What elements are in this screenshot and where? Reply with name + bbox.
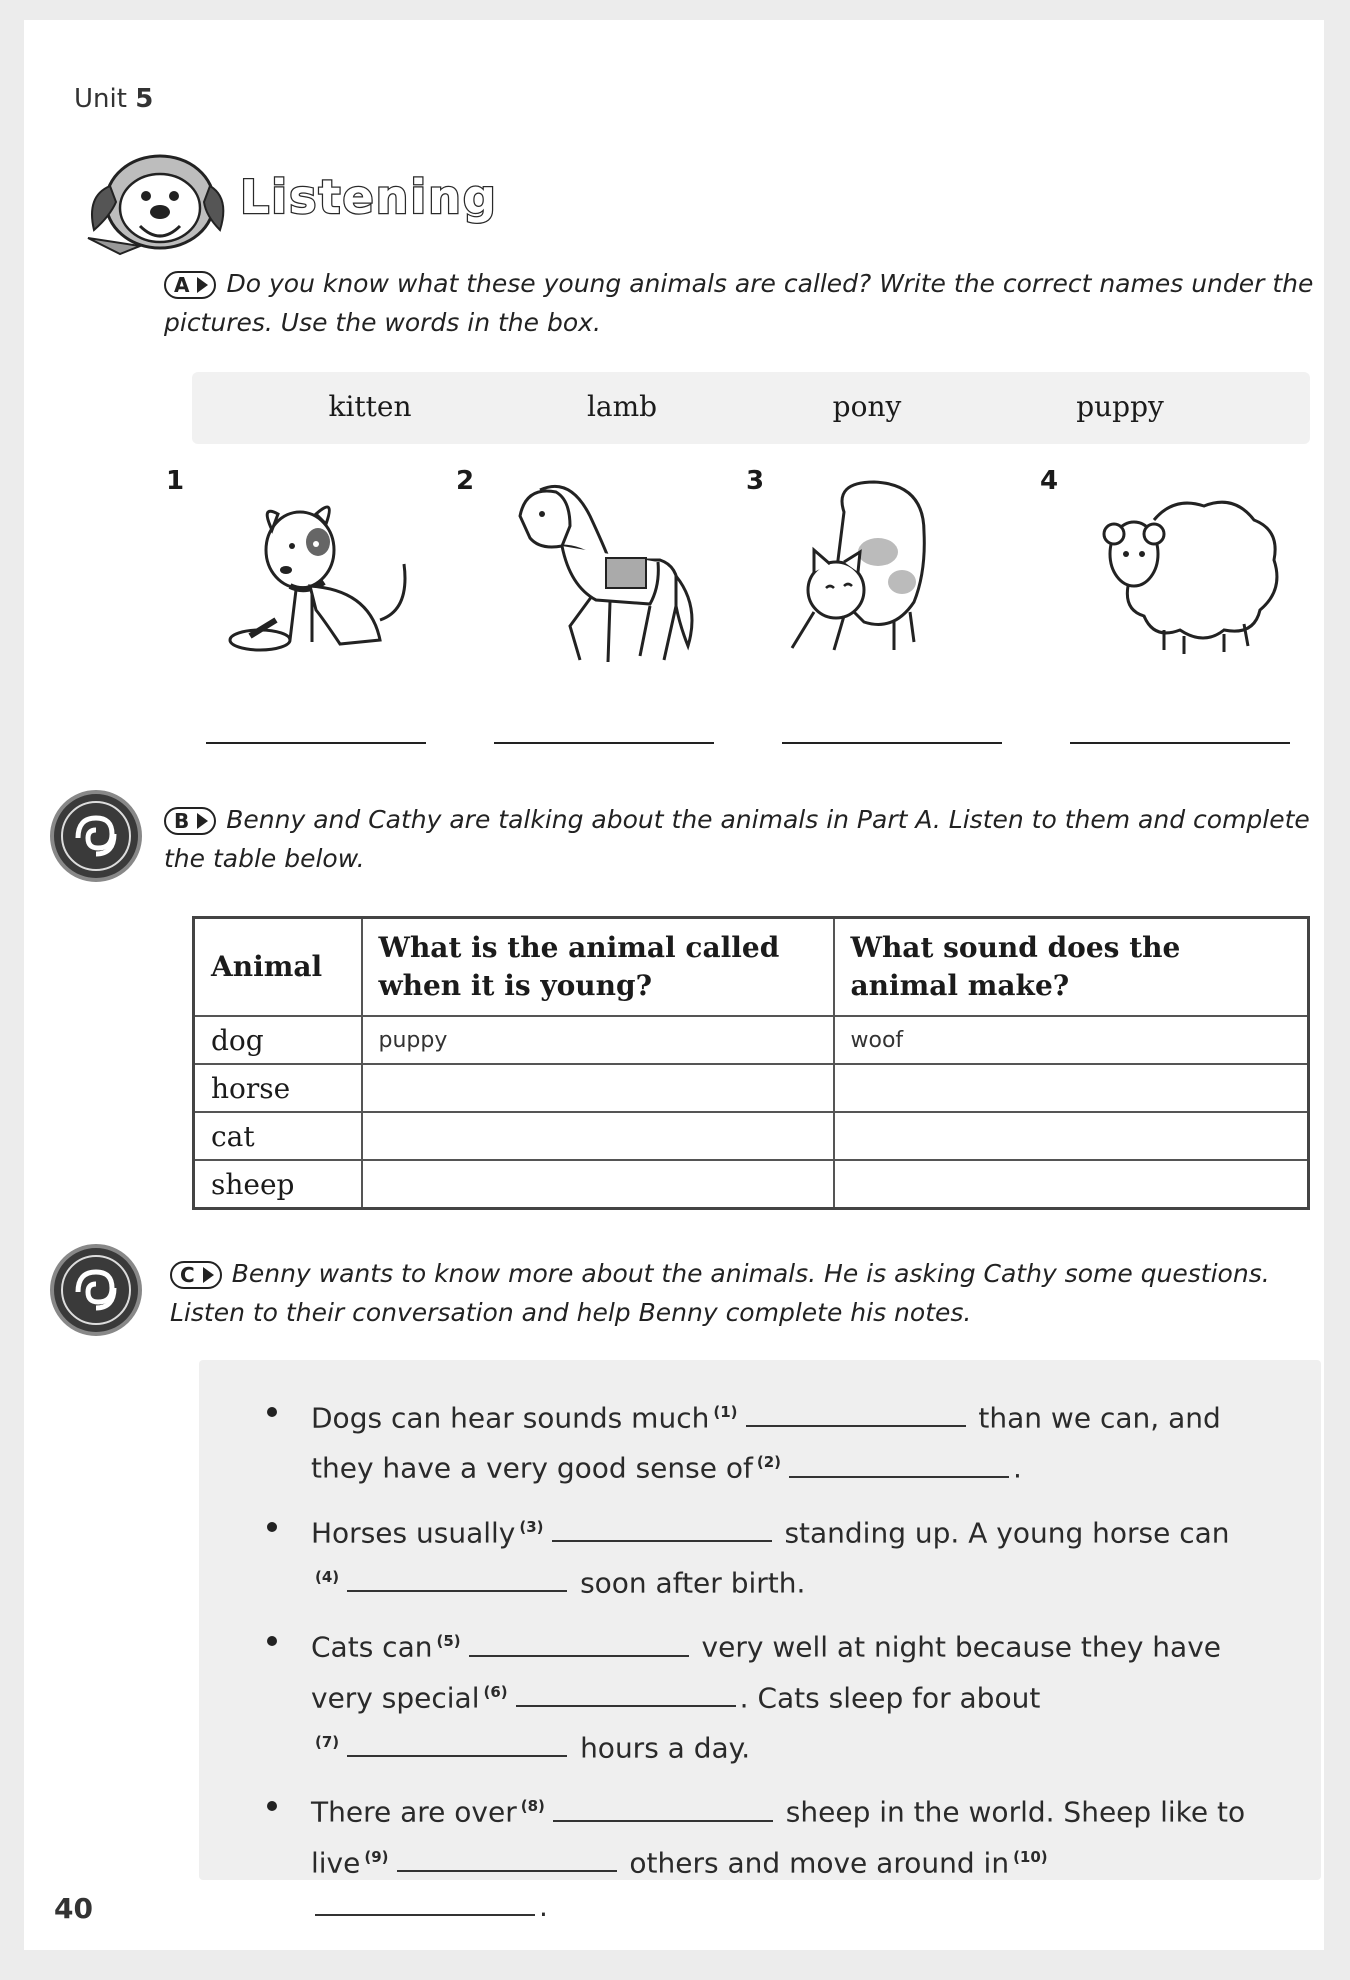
part-b-badge: B <box>164 807 216 835</box>
picture-number-1: 1 <box>166 466 185 496</box>
part-a-instruction: A Do you know what these young animals are called? Write the correct names under the pictures. Use the words in the box. <box>164 269 1314 337</box>
table-header: Animal <box>194 918 362 1017</box>
bullet-icon <box>267 1522 277 1532</box>
sound-cell[interactable] <box>834 1112 1309 1160</box>
play-triangle-icon <box>203 1267 214 1283</box>
unit-label: Unit 5 <box>74 84 154 114</box>
play-triangle-icon <box>197 813 208 829</box>
audio-cd-icon <box>48 788 144 884</box>
answer-line-2[interactable] <box>494 742 714 744</box>
table-row <box>194 1064 1309 1112</box>
list-item: Horses usually $^{(3)}$ standing up. A young horse can $^{(4)}$ soon after birth. <box>259 1505 1259 1606</box>
word-box <box>192 372 1310 444</box>
list-item: There are over $^{(8)}$ sheep in the world. Sheep like to live $^{(9)}$ others and move around in $^{(10)}$. <box>259 1784 1259 1929</box>
young-name-cell[interactable] <box>362 1160 834 1209</box>
blank-4[interactable] <box>347 1562 567 1592</box>
part-a-badge: A <box>164 271 216 299</box>
word-pony: pony <box>832 390 902 423</box>
blank-3[interactable] <box>552 1512 772 1542</box>
animal-cell: horse <box>194 1064 362 1112</box>
word-puppy: puppy <box>1076 390 1164 423</box>
dog-mascot-icon <box>80 146 230 256</box>
dog-drawing-icon <box>220 490 440 660</box>
sound-cell[interactable]: woof <box>834 1016 1309 1064</box>
picture-number-4: 4 <box>1040 466 1059 496</box>
part-c-badge: C <box>170 1261 222 1289</box>
word-kitten: kitten <box>328 390 412 423</box>
blank-2[interactable] <box>789 1448 1009 1478</box>
sound-cell[interactable] <box>834 1064 1309 1112</box>
answer-line-1[interactable] <box>206 742 426 744</box>
animal-cell: dog <box>194 1016 362 1064</box>
bullet-icon <box>267 1407 277 1417</box>
audio-cd-icon <box>48 1242 144 1338</box>
young-name-cell[interactable] <box>362 1064 834 1112</box>
answer-line-3[interactable] <box>782 742 1002 744</box>
young-name-cell[interactable] <box>362 1112 834 1160</box>
blank-1[interactable] <box>746 1397 966 1427</box>
section-title: Listening <box>240 170 498 224</box>
table-header: What sound does the animal make? <box>834 918 1309 1017</box>
sound-cell[interactable] <box>834 1160 1309 1209</box>
play-triangle-icon <box>197 277 208 293</box>
animal-cell: cat <box>194 1112 362 1160</box>
picture-number-2: 2 <box>456 466 475 496</box>
animal-table <box>192 916 1310 1210</box>
animal-cell: sheep <box>194 1160 362 1209</box>
picture-number-3: 3 <box>746 466 765 496</box>
blank-7[interactable] <box>347 1727 567 1757</box>
answer-line-4[interactable] <box>1070 742 1290 744</box>
horse-drawing-icon <box>500 476 700 672</box>
sheep-drawing-icon <box>1084 490 1284 660</box>
blank-8[interactable] <box>553 1792 773 1822</box>
table-header-row <box>194 918 1309 1017</box>
blank-10[interactable] <box>315 1886 535 1916</box>
table-row <box>194 1112 1309 1160</box>
notes-list <box>259 1390 1259 1943</box>
table-row <box>194 1016 1309 1064</box>
notes-panel <box>199 1360 1321 1923</box>
workbook-page <box>24 20 1324 1950</box>
blank-6[interactable] <box>516 1677 736 1707</box>
young-name-cell[interactable]: puppy <box>362 1016 834 1064</box>
bullet-icon <box>267 1636 277 1646</box>
word-lamb: lamb <box>586 390 658 423</box>
blank-5[interactable] <box>469 1627 689 1657</box>
list-item: Dogs can hear sounds much $^{(1)}$ than we can, and they have a very good sense of $^{(2)}$ . <box>259 1390 1259 1491</box>
table-header: What is the animal called when it is young? <box>362 918 834 1017</box>
page-number: 40 <box>54 1892 93 1925</box>
part-b-instruction: B Benny and Cathy are talking about the animals in Part A. Listen to them and complete the table below. <box>164 805 1310 873</box>
part-c-instruction: C Benny wants to know more about the animals. He is asking Cathy some questions. Listen to their conversation and help Benny complete his notes. <box>170 1259 1270 1327</box>
table-row <box>194 1160 1309 1209</box>
bullet-icon <box>267 1801 277 1811</box>
blank-9[interactable] <box>397 1842 617 1872</box>
list-item: Cats can $^{(5)}$ very well at night because they have very special $^{(6)}$ . Cats sleep for about $^{(7)}$ hours a day. <box>259 1619 1259 1770</box>
cat-drawing-icon <box>774 472 994 662</box>
